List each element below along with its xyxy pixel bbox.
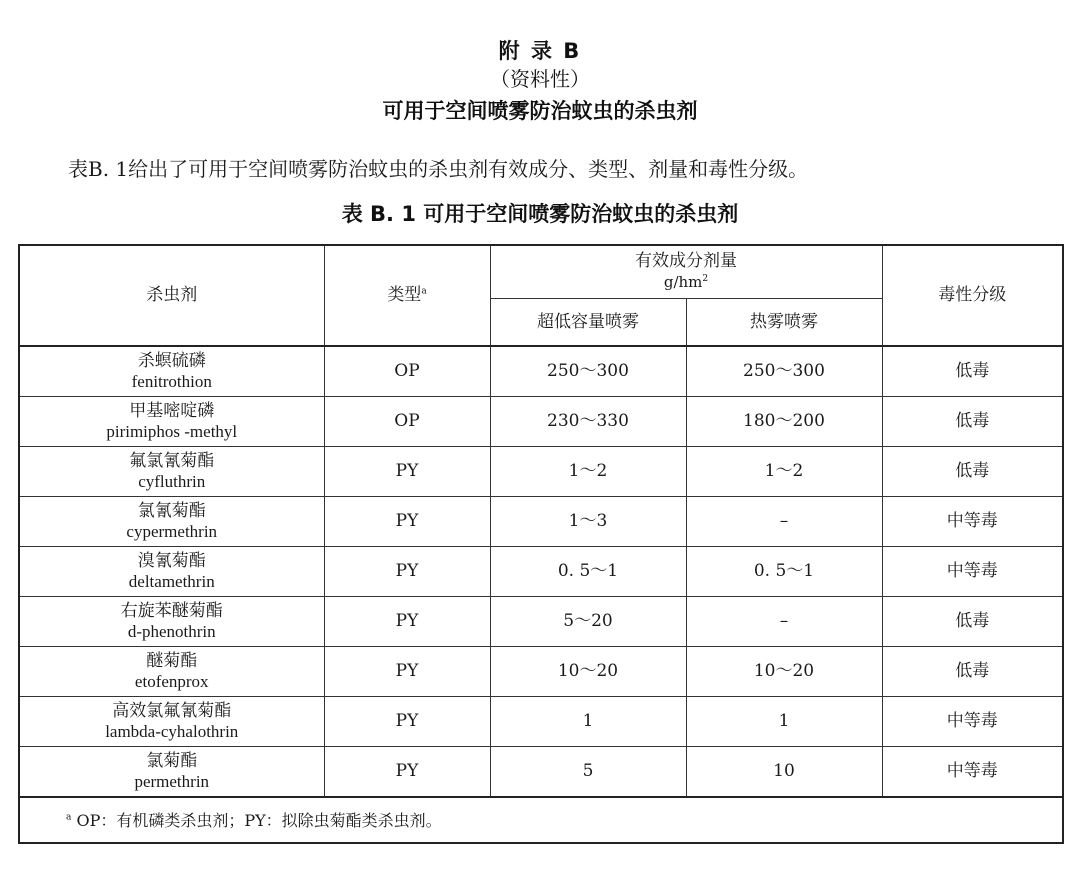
insecticide-name-cn: 右旋苯醚菊酯 bbox=[120, 601, 223, 621]
insecticide-table bbox=[18, 244, 1064, 844]
table-row bbox=[19, 497, 1063, 547]
cell-type: OP bbox=[324, 346, 490, 397]
cell-insecticide bbox=[19, 447, 324, 497]
cell-toxicity: 低毒 bbox=[882, 397, 1063, 447]
cell-toxicity: 中等毒 bbox=[882, 697, 1063, 747]
table-row bbox=[19, 397, 1063, 447]
insecticide-name-cn: 高效氯氟氰菊酯 bbox=[112, 701, 232, 721]
cell-ulv-dosage: 5～20 bbox=[490, 597, 686, 647]
cell-ulv-dosage: 250～300 bbox=[490, 346, 686, 397]
header-insecticide: 杀虫剂 bbox=[19, 245, 324, 346]
header-dosage bbox=[490, 245, 882, 299]
table-row bbox=[19, 647, 1063, 697]
cell-toxicity: 低毒 bbox=[882, 647, 1063, 697]
cell-toxicity: 低毒 bbox=[882, 597, 1063, 647]
insecticide-name-en: permethrin bbox=[134, 772, 210, 791]
table-caption: 表 B. 1 可用于空间喷雾防治蚊虫的杀虫剂 bbox=[341, 202, 739, 226]
appendix-nature: （资料性） bbox=[490, 67, 590, 91]
insecticide-name-en: fenitrothion bbox=[131, 372, 212, 391]
header-dosage-unit bbox=[491, 272, 882, 293]
cell-type: PY bbox=[324, 747, 490, 798]
header-dosage-label: 有效成分剂量 bbox=[635, 251, 737, 271]
footnote-mark: a bbox=[66, 812, 72, 823]
cell-insecticide bbox=[19, 346, 324, 397]
table-row bbox=[19, 447, 1063, 497]
table-row bbox=[19, 697, 1063, 747]
cell-insecticide bbox=[19, 747, 324, 798]
cell-ulv-dosage: 0. 5～1 bbox=[490, 547, 686, 597]
cell-ulv-dosage: 230～330 bbox=[490, 397, 686, 447]
table-footnote bbox=[19, 797, 1063, 843]
insecticide-name-en: lambda-cyhalothrin bbox=[105, 722, 239, 741]
cell-ulv-dosage: 5 bbox=[490, 747, 686, 798]
cell-ulv-dosage: 1～3 bbox=[490, 497, 686, 547]
dosage-unit-sup: 2 bbox=[702, 274, 709, 284]
cell-type: PY bbox=[324, 597, 490, 647]
cell-thermal-dosage: 10～20 bbox=[686, 647, 882, 697]
cell-ulv-dosage: 1 bbox=[490, 697, 686, 747]
table-row bbox=[19, 597, 1063, 647]
insecticide-name-cn: 氟氯氰菊酯 bbox=[129, 451, 215, 471]
cell-insecticide bbox=[19, 697, 324, 747]
table-row bbox=[19, 747, 1063, 798]
cell-thermal-dosage: 180～200 bbox=[686, 397, 882, 447]
insecticide-name-en: pirimiphos -methyl bbox=[106, 422, 238, 441]
cell-insecticide bbox=[19, 647, 324, 697]
cell-thermal-dosage: 0. 5～1 bbox=[686, 547, 882, 597]
header-toxicity: 毒性分级 bbox=[882, 245, 1063, 346]
insecticide-name-cn: 杀螟硫磷 bbox=[137, 351, 206, 371]
insecticide-name-cn: 甲基嘧啶磷 bbox=[129, 401, 215, 421]
dosage-unit-text: g/hm bbox=[663, 273, 703, 291]
header-type-note-mark: a bbox=[421, 286, 427, 297]
cell-type: PY bbox=[324, 547, 490, 597]
cell-thermal-dosage: – bbox=[686, 497, 882, 547]
cell-insecticide bbox=[19, 597, 324, 647]
cell-ulv-dosage: 10～20 bbox=[490, 647, 686, 697]
cell-insecticide bbox=[19, 397, 324, 447]
cell-toxicity: 中等毒 bbox=[882, 747, 1063, 798]
cell-toxicity: 中等毒 bbox=[882, 497, 1063, 547]
cell-thermal-dosage: 250～300 bbox=[686, 346, 882, 397]
insecticide-name-cn: 醚菊酯 bbox=[146, 651, 198, 671]
intro-paragraph: 表B. 1给出了可用于空间喷雾防治蚊虫的杀虫剂有效成分、类型、剂量和毒性分级。 bbox=[68, 157, 809, 181]
cell-type: PY bbox=[324, 497, 490, 547]
insecticide-name-en: etofenprox bbox=[134, 672, 209, 691]
insecticide-name-cn: 溴氰菊酯 bbox=[137, 551, 206, 571]
cell-insecticide bbox=[19, 497, 324, 547]
cell-toxicity: 低毒 bbox=[882, 346, 1063, 397]
header-type bbox=[324, 245, 490, 346]
insecticide-name-en: cypermethrin bbox=[126, 522, 218, 541]
insecticide-name-cn: 氯氰菊酯 bbox=[137, 501, 206, 521]
cell-toxicity: 低毒 bbox=[882, 447, 1063, 497]
insecticide-name-cn: 氯菊酯 bbox=[146, 751, 198, 771]
header-type-label: 类型 bbox=[387, 285, 422, 305]
cell-thermal-dosage: 1 bbox=[686, 697, 882, 747]
cell-thermal-dosage: – bbox=[686, 597, 882, 647]
cell-type: OP bbox=[324, 397, 490, 447]
footnote-text: OP：有机磷类杀虫剂；PY：拟除虫菊酯类杀虫剂。 bbox=[71, 810, 442, 830]
cell-type: PY bbox=[324, 447, 490, 497]
table-row bbox=[19, 346, 1063, 397]
cell-ulv-dosage: 1～2 bbox=[490, 447, 686, 497]
insecticide-name-en: deltamethrin bbox=[128, 572, 215, 591]
header-thermal: 热雾喷雾 bbox=[686, 299, 882, 347]
appendix-title: 可用于空间喷雾防治蚊虫的杀虫剂 bbox=[382, 99, 698, 123]
cell-type: PY bbox=[324, 697, 490, 747]
cell-thermal-dosage: 1～2 bbox=[686, 447, 882, 497]
cell-thermal-dosage: 10 bbox=[686, 747, 882, 798]
appendix-label: 附 录 B bbox=[498, 39, 582, 63]
cell-insecticide bbox=[19, 547, 324, 597]
insecticide-name-en: cyfluthrin bbox=[138, 472, 206, 491]
insecticide-name-en: d-phenothrin bbox=[127, 622, 216, 641]
cell-toxicity: 中等毒 bbox=[882, 547, 1063, 597]
cell-type: PY bbox=[324, 647, 490, 697]
header-ulv: 超低容量喷雾 bbox=[490, 299, 686, 347]
table-row bbox=[19, 547, 1063, 597]
